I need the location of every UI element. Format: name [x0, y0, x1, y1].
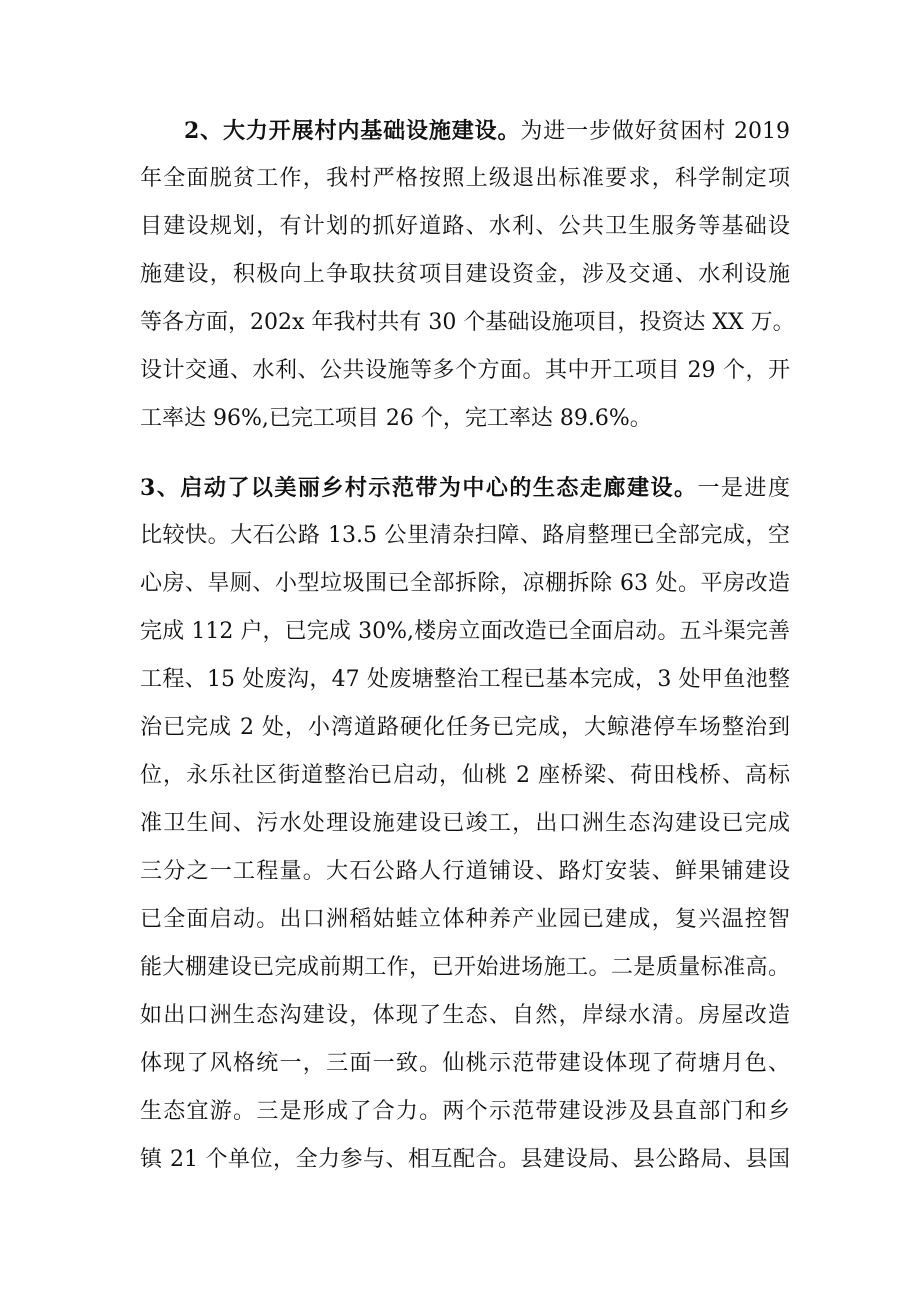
paragraph-3-line-11: 能大棚建设已完成前期工作，已开始进场施工。二是质量标准高。: [140, 955, 790, 980]
paragraph-3-line-2: 比较快。大石公路 13.5 公里清杂扫障、路肩整理已全部完成，空: [140, 523, 790, 548]
paragraph-2-text: 为进一步做好贫困村 2019: [520, 119, 791, 144]
paragraph-2-heading: 2、大力开展村内基础设施建设。: [184, 118, 521, 144]
paragraph-3-line-6: 治已完成 2 处，小湾道路硬化任务已完成，大鲸港停车场整治到: [140, 715, 790, 740]
paragraph-3-line-9: 三分之一工程量。大石公路人行道铺设、路灯安装、鲜果铺建设: [140, 859, 790, 884]
paragraph-3-line-10: 已全面启动。出口洲稻姑蛙立体种养产业园已建成，复兴温控智: [140, 907, 790, 932]
paragraph-3-line-12: 如出口洲生态沟建设，体现了生态、自然，岸绿水清。房屋改造: [140, 1003, 790, 1028]
paragraph-3-line-3: 心房、旱厕、小型垃圾围已全部拆除，凉棚拆除 63 处。平房改造: [140, 571, 790, 596]
paragraph-2-line-4: 施建设，积极向上争取扶贫项目建设资金，涉及交通、水利设施: [140, 262, 790, 287]
paragraph-3-line-1: [140, 470, 790, 506]
paragraph-2-line-2: 年全面脱贫工作，我村严格按照上级退出标准要求，科学制定项: [140, 166, 790, 191]
paragraph-3-line-5: 工程、15 处废沟，47 处废塘整治工程已基本完成，3 处甲鱼池整: [140, 667, 790, 692]
paragraph-3-text: 一是进度: [697, 476, 790, 501]
paragraph-3-line-8: 准卫生间、污水处理设施建设已竣工，出口洲生态沟建设已完成: [140, 811, 790, 836]
paragraph-3-line-4: 完成 112 户，已完成 30%,楼房立面改造已全面启动。五斗渠完善: [140, 619, 790, 644]
paragraph-3-line-15: 镇 21 个单位，全力参与、相互配合。县建设局、县公路局、县国: [140, 1147, 790, 1172]
paragraph-3-heading: 3、启动了以美丽乡村示范带为中心的生态走廊建设。: [140, 475, 698, 501]
paragraph-3-line-7: 位，永乐社区街道整治已启动，仙桃 2 座桥梁、荷田栈桥、高标: [140, 763, 790, 788]
paragraph-2-line-6: 设计交通、水利、公共设施等多个方面。其中开工项目 29 个，开: [140, 358, 790, 383]
paragraph-3-line-13: 体现了风格统一，三面一致。仙桃示范带建设体现了荷塘月色、: [140, 1051, 790, 1076]
paragraph-2-line-7: 工率达 96%,已完工项目 26 个，完工率达 89.6%。: [140, 406, 652, 431]
paragraph-2-line-1: [184, 113, 790, 149]
paragraph-3-line-14: 生态宜游。三是形成了合力。两个示范带建设涉及县直部门和乡: [140, 1099, 790, 1124]
paragraph-2-line-3: 目建设规划，有计划的抓好道路、水利、公共卫生服务等基础设: [140, 214, 790, 239]
paragraph-2-line-5: 等各方面，202x 年我村共有 30 个基础设施项目，投资达 XX 万。: [140, 310, 795, 335]
